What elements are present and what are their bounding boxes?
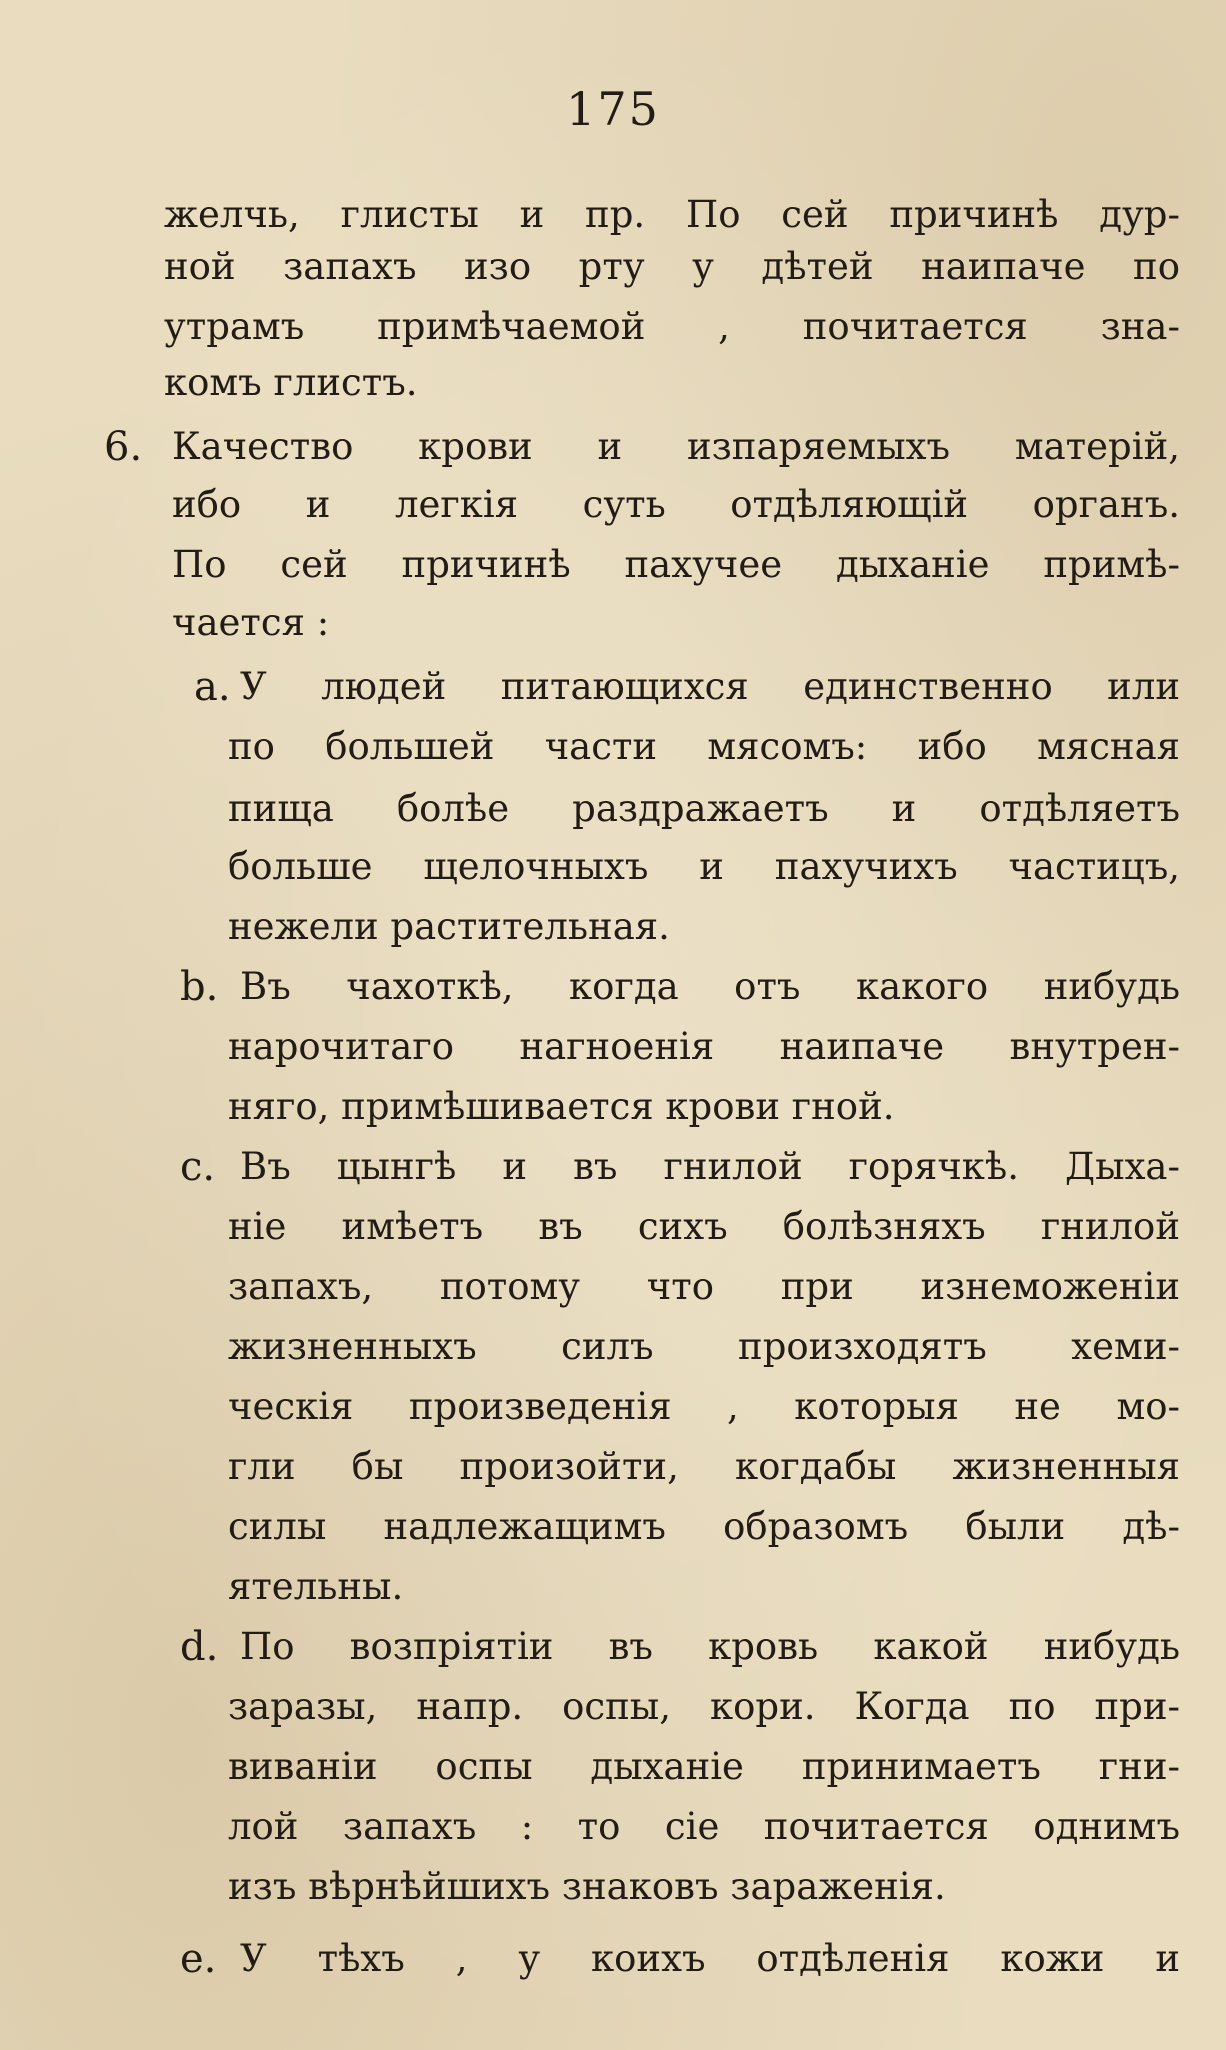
- item-marker: 6.: [104, 424, 143, 470]
- text-line: У людей питающихся единственно или: [240, 665, 1180, 708]
- text-line: Въ цынгѣ и въ гнилой горячкѣ. Дыха-: [240, 1145, 1180, 1188]
- text-line: желчь, глисты и пр. По сей причинѣ дур-: [164, 193, 1180, 236]
- text-line: ной запахъ изо рту у дѣтей наипаче по: [164, 245, 1180, 288]
- text-line: гли бы произойти, когдабы жизненныя: [228, 1445, 1180, 1488]
- text-line: ческія произведенія , которыя не мо-: [228, 1385, 1180, 1428]
- subitem-marker: e.: [180, 1936, 217, 1982]
- text-line: няго, примѣшивается крови гной.: [228, 1085, 895, 1128]
- text-line: ніе имѣетъ въ сихъ болѣзняхъ гнилой: [228, 1205, 1180, 1248]
- text-line: По сей причинѣ пахучее дыханіе примѣ-: [172, 543, 1180, 586]
- text-line: виваніи оспы дыханіе принимаетъ гни-: [228, 1745, 1180, 1788]
- text-line: силы надлежащимъ образомъ были дѣ-: [228, 1505, 1180, 1548]
- text-line: утрамъ примѣчаемой , почитается зна-: [164, 305, 1180, 348]
- text-line: По возпріятіи въ кровь какой нибудь: [240, 1625, 1180, 1668]
- text-line: больше щелочныхъ и пахучихъ частицъ,: [228, 845, 1180, 888]
- subitem-marker: c.: [180, 1144, 216, 1190]
- text-line: изъ вѣрнѣйшихъ знаковъ зараженія.: [228, 1865, 946, 1908]
- text-line: У тѣхъ , у коихъ отдѣленія кожи и: [240, 1937, 1180, 1980]
- text-line: нарочитаго нагноенія наипаче внутрен-: [228, 1025, 1180, 1068]
- page-number: 175: [566, 82, 660, 136]
- subitem-marker: b.: [180, 964, 219, 1010]
- text-line: Качество крови и изпаряемыхъ матерій,: [172, 425, 1180, 468]
- text-line: ибо и легкія суть отдѣляющій органъ.: [172, 483, 1180, 526]
- text-line: комъ глистъ.: [164, 361, 418, 404]
- text-line: заразы, напр. оспы, кори. Когда по при-: [228, 1685, 1180, 1728]
- text-line: запахъ, потому что при изнеможеніи: [228, 1265, 1180, 1308]
- text-line: чается :: [172, 601, 330, 644]
- subitem-marker: d.: [180, 1624, 219, 1670]
- text-line: пища болѣе раздражаетъ и отдѣляетъ: [228, 787, 1180, 830]
- text-line: ятельны.: [228, 1565, 404, 1608]
- text-line: лой запахъ : то сіе почитается однимъ: [228, 1805, 1180, 1848]
- text-line: жизненныхъ силъ произходятъ хеми-: [228, 1325, 1180, 1368]
- text-line: по большей части мясомъ: ибо мясная: [228, 725, 1180, 768]
- text-line: Въ чахоткѣ, когда отъ какого нибудь: [240, 965, 1180, 1008]
- text-line: нежели растительная.: [228, 905, 670, 948]
- subitem-marker: a.: [194, 664, 231, 710]
